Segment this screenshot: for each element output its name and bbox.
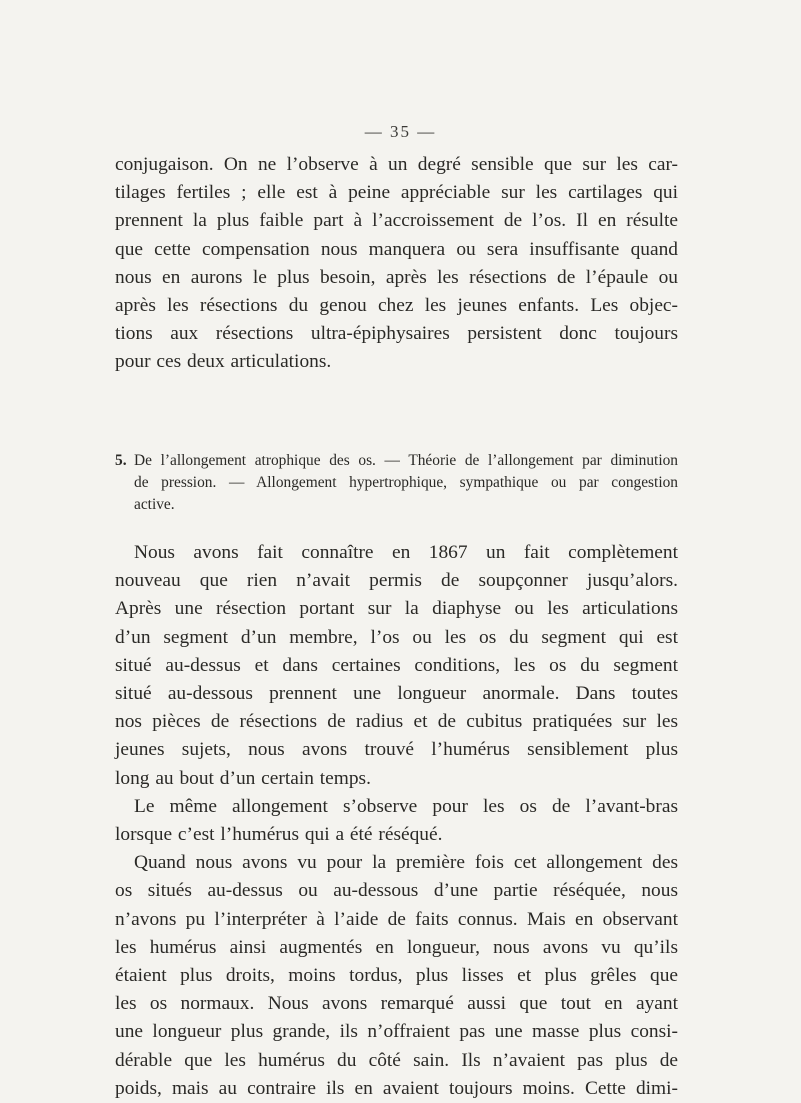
text-line: les os normaux. Nous avons remarqué aussi que tout en ayant (115, 993, 678, 1015)
text-line: nouveau que rien n’avait permis de soupçonner jusqu’alors. (115, 570, 678, 592)
paragraph-avant-bras (115, 793, 678, 849)
text-line: les humérus ainsi augmentés en longueur, nous avons vu qu’ils (115, 936, 678, 958)
heading-line: De l’allongement atrophique des os. — Théorie de l’allongement par diminution (134, 452, 678, 469)
text-line: conjugaison. On ne l’observe à un degré sensible que sur les car- (115, 154, 678, 175)
text-line: situé au-dessus et dans certaines conditions, les os du segment (115, 654, 678, 676)
text-line: Quand nous avons vu pour la première fois cet allongement des (134, 852, 678, 874)
body-text (115, 539, 678, 1103)
paragraph-conjugaison (115, 151, 678, 377)
text-line: Nous avons fait connaître en 1867 un fait complètement (134, 542, 678, 563)
text-line: os situés au-dessus ou au-dessous d’une partie réséquée, nous (115, 880, 678, 902)
text-line: Le même allongement s’observe pour les os de l’avant-bras (134, 795, 678, 817)
text-line: une longueur plus grande, ils n’offraient pas une masse plus consi- (115, 1021, 678, 1043)
heading-line: active. (134, 496, 175, 513)
text-line: d’un segment d’un membre, l’os ou les os du segment qui est (115, 626, 678, 648)
section-number: 5. (115, 452, 127, 469)
heading-line: de pression. — Allongement hypertrophique, sympathique ou par congestion (134, 474, 678, 491)
text-line: étaient plus droits, moins tordus, plus lisses et plus grêles que (115, 965, 678, 987)
text-line: nous en aurons le plus besoin, après les résections de l’épaule ou (115, 266, 678, 288)
text-line: long au bout d’un certain temps. (115, 767, 371, 789)
text-line: Après une résection portant sur la diaphyse ou les articulations (115, 598, 678, 620)
text-line: poids, mais au contraire ils en avaient toujours moins. Cette dimi- (115, 1077, 678, 1099)
text-line: situé au-dessous prennent une longueur anormale. Dans toutes (115, 683, 678, 705)
page-number: — 35 — (364, 122, 437, 141)
text-line: prennent la plus faible part à l’accroissement de l’os. Il en résulte (115, 210, 678, 232)
text-line: tions aux résections ultra-épiphysaires persistent donc toujours (115, 323, 678, 345)
text-line: lorsque c’est l’humérus qui a été réséqué. (115, 824, 443, 846)
text-line: nos pièces de résections de radius et de cubitus pratiquées sur les (115, 711, 678, 733)
text-line: que cette compensation nous manquera ou sera insuffisante quand (115, 238, 678, 260)
text-line: après les résections du genou chez les jeunes enfants. Les objec- (115, 295, 678, 317)
paragraph-interpretation (115, 849, 678, 1103)
text-line: tilages fertiles ; elle est à peine appréciable sur les cartilages qui (115, 182, 678, 204)
text-line: dérable que les humérus du côté sain. Ils n’avaient pas plus de (115, 1049, 678, 1071)
text-line: jeunes sujets, nous avons trouvé l’humérus sensiblement plus (115, 739, 678, 761)
paragraph-allongement (115, 539, 678, 793)
text-line: n’avons pu l’interpréter à l’aide de faits connus. Mais en observant (115, 908, 678, 930)
section-heading (115, 450, 678, 516)
text-line: pour ces deux articulations. (115, 351, 332, 373)
